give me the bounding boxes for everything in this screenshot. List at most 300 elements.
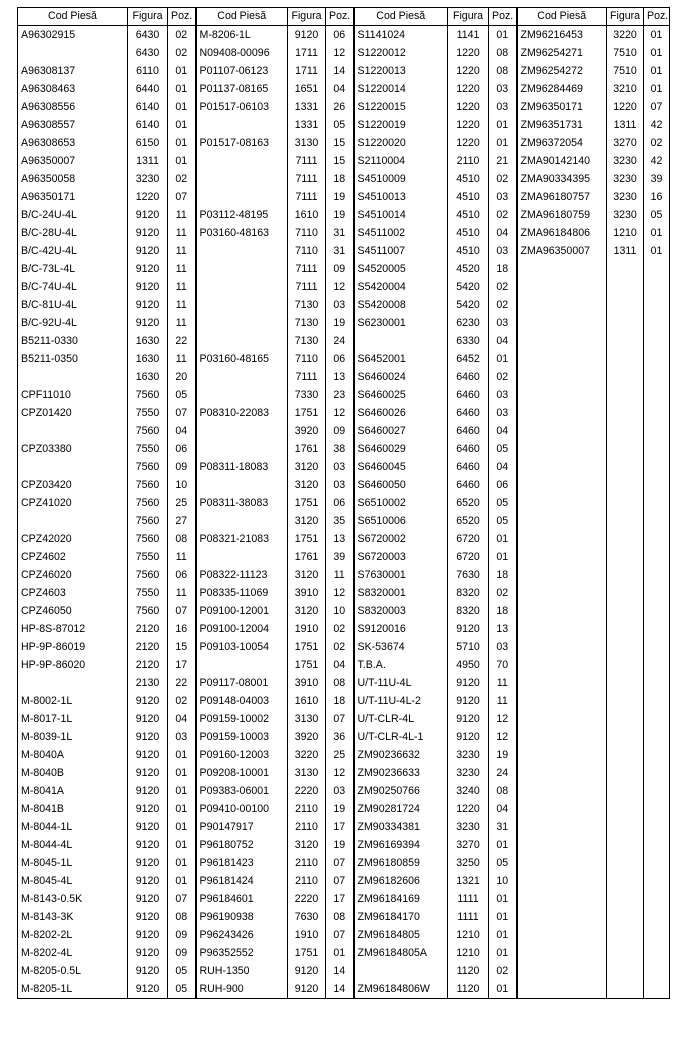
header-figure: Figura [607,8,644,26]
position-number-cell: 01 [168,872,196,890]
figure-number-cell [607,422,644,440]
position-number-cell: 03 [326,296,354,314]
part-code-cell: ZM90334381 [354,818,448,836]
part-code-cell: P01517-08163 [196,134,288,152]
figure-number-cell: 7111 [288,152,326,170]
position-number-cell [644,836,670,854]
position-number-cell: 15 [326,134,354,152]
part-code-cell: M-8206-1L [196,26,288,45]
part-code-cell: S8320001 [354,584,448,602]
position-number-cell [644,638,670,656]
figure-number-cell: 3210 [607,80,644,98]
position-number-cell [644,962,670,980]
part-code-cell: A96308557 [18,116,128,134]
figure-number-cell: 2110 [288,818,326,836]
figure-number-cell: 7560 [128,512,168,530]
position-number-cell: 01 [489,926,517,944]
part-code-cell: ZM96254272 [517,62,607,80]
position-number-cell: 03 [489,242,517,260]
figure-number-cell: 6520 [448,494,489,512]
position-number-cell: 04 [489,458,517,476]
figure-number-cell: 1220 [448,134,489,152]
position-number-cell: 18 [489,260,517,278]
part-code-cell [18,422,128,440]
table-row [18,98,670,116]
position-number-cell [644,944,670,962]
position-number-cell: 01 [644,80,670,98]
position-number-cell: 13 [326,368,354,386]
part-code-cell: M-8039-1L [18,728,128,746]
position-number-cell: 20 [168,368,196,386]
position-number-cell: 02 [489,170,517,188]
figure-number-cell: 1321 [448,872,489,890]
part-code-cell: P09160-12003 [196,746,288,764]
part-code-cell [196,476,288,494]
part-code-cell: S4510009 [354,170,448,188]
figure-number-cell: 2110 [288,872,326,890]
part-code-cell [196,332,288,350]
table-row [18,152,670,170]
table-row [18,944,670,962]
figure-number-cell: 3250 [448,854,489,872]
position-number-cell: 06 [489,476,517,494]
figure-number-cell [607,854,644,872]
part-code-cell: P08311-18083 [196,458,288,476]
part-code-cell: A96350007 [18,152,128,170]
figure-number-cell: 6720 [448,548,489,566]
position-number-cell: 06 [326,350,354,368]
position-number-cell: 02 [489,584,517,602]
part-code-cell: S6460025 [354,386,448,404]
part-code-cell: P01517-06103 [196,98,288,116]
part-code-cell: P08335-11069 [196,584,288,602]
part-code-cell: B/C-73L-4L [18,260,128,278]
figure-number-cell: 9120 [128,800,168,818]
figure-number-cell: 7550 [128,584,168,602]
figure-number-cell: 1220 [448,98,489,116]
figure-number-cell: 3120 [288,476,326,494]
figure-number-cell: 1210 [448,926,489,944]
figure-number-cell: 7560 [128,530,168,548]
part-code-cell [517,710,607,728]
position-number-cell [644,854,670,872]
figure-number-cell: 2220 [288,782,326,800]
part-code-cell [517,476,607,494]
figure-number-cell [607,404,644,422]
table-row [18,494,670,512]
position-number-cell: 01 [168,782,196,800]
figure-number-cell: 2120 [128,656,168,674]
part-code-cell: HP-9P-86019 [18,638,128,656]
table-row [18,260,670,278]
position-number-cell [644,530,670,548]
position-number-cell: 22 [168,674,196,692]
position-number-cell: 12 [326,44,354,62]
part-code-cell [18,458,128,476]
part-code-cell [517,782,607,800]
figure-number-cell [607,728,644,746]
table-row [18,26,670,45]
position-number-cell: 36 [326,728,354,746]
part-code-cell: S4510013 [354,188,448,206]
figure-number-cell: 9120 [448,620,489,638]
position-number-cell: 03 [326,782,354,800]
table-row [18,80,670,98]
figure-number-cell [607,548,644,566]
position-number-cell: 01 [489,836,517,854]
table-row [18,116,670,134]
position-number-cell: 01 [644,44,670,62]
table-row [18,818,670,836]
part-code-cell: S4511007 [354,242,448,260]
table-row [18,512,670,530]
position-number-cell: 04 [489,800,517,818]
figure-number-cell: 6330 [448,332,489,350]
part-code-cell: B5211-0350 [18,350,128,368]
parts-index-table [17,7,670,999]
figure-number-cell: 3230 [607,170,644,188]
part-code-cell [517,332,607,350]
part-code-cell: S1220014 [354,80,448,98]
part-code-cell: SK-53674 [354,638,448,656]
figure-number-cell: 7630 [448,566,489,584]
position-number-cell: 05 [489,512,517,530]
part-code-cell: P09103-10054 [196,638,288,656]
position-number-cell: 19 [326,206,354,224]
position-number-cell [644,260,670,278]
position-number-cell: 01 [168,62,196,80]
figure-number-cell: 9120 [448,692,489,710]
figure-number-cell: 9120 [288,962,326,980]
position-number-cell: 01 [168,134,196,152]
figure-number-cell: 6520 [448,512,489,530]
figure-number-cell: 1711 [288,44,326,62]
position-number-cell: 31 [326,242,354,260]
position-number-cell [644,404,670,422]
position-number-cell [644,872,670,890]
header-position: Poz. [168,8,196,26]
part-code-cell [517,530,607,548]
part-code-cell [354,962,448,980]
part-code-cell [517,458,607,476]
figure-number-cell [607,278,644,296]
figure-number-cell: 9120 [128,206,168,224]
part-code-cell: RUH-900 [196,980,288,999]
figure-number-cell: 1311 [128,152,168,170]
figure-number-cell: 7550 [128,440,168,458]
figure-number-cell: 9120 [128,260,168,278]
part-code-cell: P08322-11123 [196,566,288,584]
part-code-cell: CPZ03420 [18,476,128,494]
part-code-cell: S1220020 [354,134,448,152]
position-number-cell: 17 [168,656,196,674]
part-code-cell: CPZ42020 [18,530,128,548]
part-code-cell: P08321-21083 [196,530,288,548]
position-number-cell [644,278,670,296]
position-number-cell: 08 [168,908,196,926]
figure-number-cell: 7111 [288,170,326,188]
figure-number-cell: 1311 [607,242,644,260]
figure-number-cell [607,512,644,530]
figure-number-cell [607,584,644,602]
position-number-cell [644,476,670,494]
part-code-cell: S4510014 [354,206,448,224]
part-code-cell: M-8044-4L [18,836,128,854]
position-number-cell: 07 [168,890,196,908]
position-number-cell [644,584,670,602]
figure-number-cell: 8320 [448,602,489,620]
position-number-cell: 12 [326,584,354,602]
position-number-cell: 01 [489,890,517,908]
header-code: Cod Piesă [18,8,128,26]
part-code-cell: P03112-48195 [196,206,288,224]
figure-number-cell: 1220 [607,98,644,116]
part-code-cell: A96308463 [18,80,128,98]
part-code-cell [517,692,607,710]
part-code-cell: S2110004 [354,152,448,170]
part-code-cell: P96181424 [196,872,288,890]
position-number-cell: 11 [168,314,196,332]
position-number-cell: 17 [326,818,354,836]
figure-number-cell: 1210 [607,224,644,242]
position-number-cell [644,800,670,818]
part-code-cell: M-8040B [18,764,128,782]
part-code-cell: ZM96182606 [354,872,448,890]
position-number-cell: 31 [489,818,517,836]
figure-number-cell: 1761 [288,548,326,566]
table-row [18,386,670,404]
position-number-cell: 04 [489,224,517,242]
position-number-cell: 14 [326,962,354,980]
position-number-cell [644,494,670,512]
part-code-cell: CPZ01420 [18,404,128,422]
part-code-cell: CPZ03380 [18,440,128,458]
part-code-cell: U/T-CLR-4L [354,710,448,728]
table-row [18,368,670,386]
part-code-cell [517,836,607,854]
part-code-cell: M-8041A [18,782,128,800]
part-code-cell [517,944,607,962]
position-number-cell: 02 [489,278,517,296]
position-number-cell: 07 [168,404,196,422]
figure-number-cell: 7560 [128,602,168,620]
position-number-cell [644,368,670,386]
figure-number-cell: 6140 [128,98,168,116]
figure-number-cell [607,980,644,999]
part-code-cell: P96190938 [196,908,288,926]
header-code: Cod Piesă [354,8,448,26]
position-number-cell: 11 [326,566,354,584]
part-code-cell: U/T-CLR-4L-1 [354,728,448,746]
position-number-cell [644,566,670,584]
figure-number-cell: 9120 [128,692,168,710]
figure-number-cell: 4510 [448,170,489,188]
part-code-cell: S1220013 [354,62,448,80]
part-code-cell: P03160-48165 [196,350,288,368]
part-code-cell: M-8143-3K [18,908,128,926]
part-code-cell [517,296,607,314]
table-row [18,674,670,692]
position-number-cell: 05 [168,980,196,999]
part-code-cell: P09148-04003 [196,692,288,710]
part-code-cell: M-8044-1L [18,818,128,836]
figure-number-cell: 2220 [288,890,326,908]
figure-number-cell: 7560 [128,566,168,584]
part-code-cell: B/C-42U-4L [18,242,128,260]
part-code-cell: S6460024 [354,368,448,386]
position-number-cell: 01 [489,908,517,926]
position-number-cell: 42 [644,116,670,134]
position-number-cell: 02 [644,134,670,152]
figure-number-cell: 3120 [288,512,326,530]
table-row [18,692,670,710]
table-row [18,134,670,152]
figure-number-cell [607,836,644,854]
position-number-cell: 17 [326,890,354,908]
position-number-cell: 03 [168,728,196,746]
position-number-cell: 05 [168,962,196,980]
part-code-cell: P09100-12001 [196,602,288,620]
position-number-cell: 08 [326,908,354,926]
figure-number-cell: 1220 [448,44,489,62]
figure-number-cell: 6230 [448,314,489,332]
position-number-cell: 09 [326,260,354,278]
part-code-cell: RUH-1350 [196,962,288,980]
position-number-cell: 08 [489,62,517,80]
figure-number-cell: 3130 [288,134,326,152]
part-code-cell: S8320003 [354,602,448,620]
position-number-cell: 01 [326,944,354,962]
position-number-cell [644,314,670,332]
figure-number-cell: 1111 [448,908,489,926]
figure-number-cell [607,656,644,674]
figure-number-cell: 3130 [288,710,326,728]
position-number-cell: 02 [168,44,196,62]
figure-number-cell [607,782,644,800]
figure-number-cell [607,890,644,908]
position-number-cell: 12 [489,710,517,728]
position-number-cell: 01 [489,980,517,999]
figure-number-cell: 7110 [288,224,326,242]
figure-number-cell: 4520 [448,260,489,278]
part-code-cell [18,44,128,62]
position-number-cell [644,692,670,710]
header-figure: Figura [288,8,326,26]
figure-number-cell: 9120 [128,296,168,314]
part-code-cell [517,746,607,764]
position-number-cell: 03 [489,80,517,98]
part-code-cell: B/C-24U-4L [18,206,128,224]
part-code-cell: ZM96254271 [517,44,607,62]
figure-number-cell: 1910 [288,620,326,638]
figure-number-cell: 5710 [448,638,489,656]
part-code-cell: ZM96184805A [354,944,448,962]
part-code-cell: M-8002-1L [18,692,128,710]
table-row [18,188,670,206]
figure-number-cell: 8320 [448,584,489,602]
part-code-cell: P09159-10002 [196,710,288,728]
figure-number-cell [607,566,644,584]
part-code-cell: M-8202-4L [18,944,128,962]
figure-number-cell [607,368,644,386]
figure-number-cell [607,818,644,836]
figure-number-cell: 5420 [448,296,489,314]
position-number-cell [644,710,670,728]
position-number-cell: 03 [326,458,354,476]
position-number-cell: 01 [489,530,517,548]
part-code-cell [517,872,607,890]
table-row [18,404,670,422]
part-code-cell: ZM96184805 [354,926,448,944]
part-code-cell: CPZ46020 [18,566,128,584]
figure-number-cell: 1220 [448,800,489,818]
position-number-cell: 08 [489,782,517,800]
position-number-cell: 11 [168,242,196,260]
header-figure: Figura [448,8,489,26]
figure-number-cell: 9120 [128,926,168,944]
header-code: Cod Piesă [196,8,288,26]
position-number-cell: 04 [489,422,517,440]
figure-number-cell: 6460 [448,404,489,422]
figure-number-cell [607,908,644,926]
table-row [18,638,670,656]
figure-number-cell: 9120 [128,836,168,854]
part-code-cell [517,638,607,656]
figure-number-cell: 6460 [448,368,489,386]
position-number-cell [644,548,670,566]
figure-number-cell: 7550 [128,404,168,422]
figure-number-cell: 7630 [288,908,326,926]
part-code-cell: S1220012 [354,44,448,62]
figure-number-cell [607,944,644,962]
position-number-cell: 06 [326,494,354,512]
position-number-cell: 02 [168,170,196,188]
part-code-cell: S6460050 [354,476,448,494]
position-number-cell: 14 [326,62,354,80]
position-number-cell: 25 [168,494,196,512]
part-code-cell [517,512,607,530]
figure-number-cell: 1220 [448,80,489,98]
position-number-cell: 03 [489,98,517,116]
figure-number-cell [607,494,644,512]
table-row [18,296,670,314]
position-number-cell [644,890,670,908]
figure-number-cell: 7110 [288,242,326,260]
table-row [18,962,670,980]
part-code-cell: U/T-11U-4L-2 [354,692,448,710]
position-number-cell: 03 [489,386,517,404]
figure-number-cell [607,962,644,980]
table-row [18,890,670,908]
part-code-cell: S6460045 [354,458,448,476]
figure-number-cell: 1630 [128,368,168,386]
figure-number-cell [607,710,644,728]
figure-number-cell: 3230 [128,170,168,188]
figure-number-cell: 9120 [448,728,489,746]
table-row [18,278,670,296]
figure-number-cell: 1331 [288,98,326,116]
figure-number-cell: 9120 [128,944,168,962]
table-row [18,728,670,746]
part-code-cell [18,512,128,530]
figure-number-cell: 9120 [128,278,168,296]
position-number-cell: 01 [168,854,196,872]
figure-number-cell: 3230 [448,764,489,782]
figure-number-cell: 9120 [128,242,168,260]
figure-number-cell: 6110 [128,62,168,80]
part-code-cell: P90147917 [196,818,288,836]
figure-number-cell: 4510 [448,242,489,260]
